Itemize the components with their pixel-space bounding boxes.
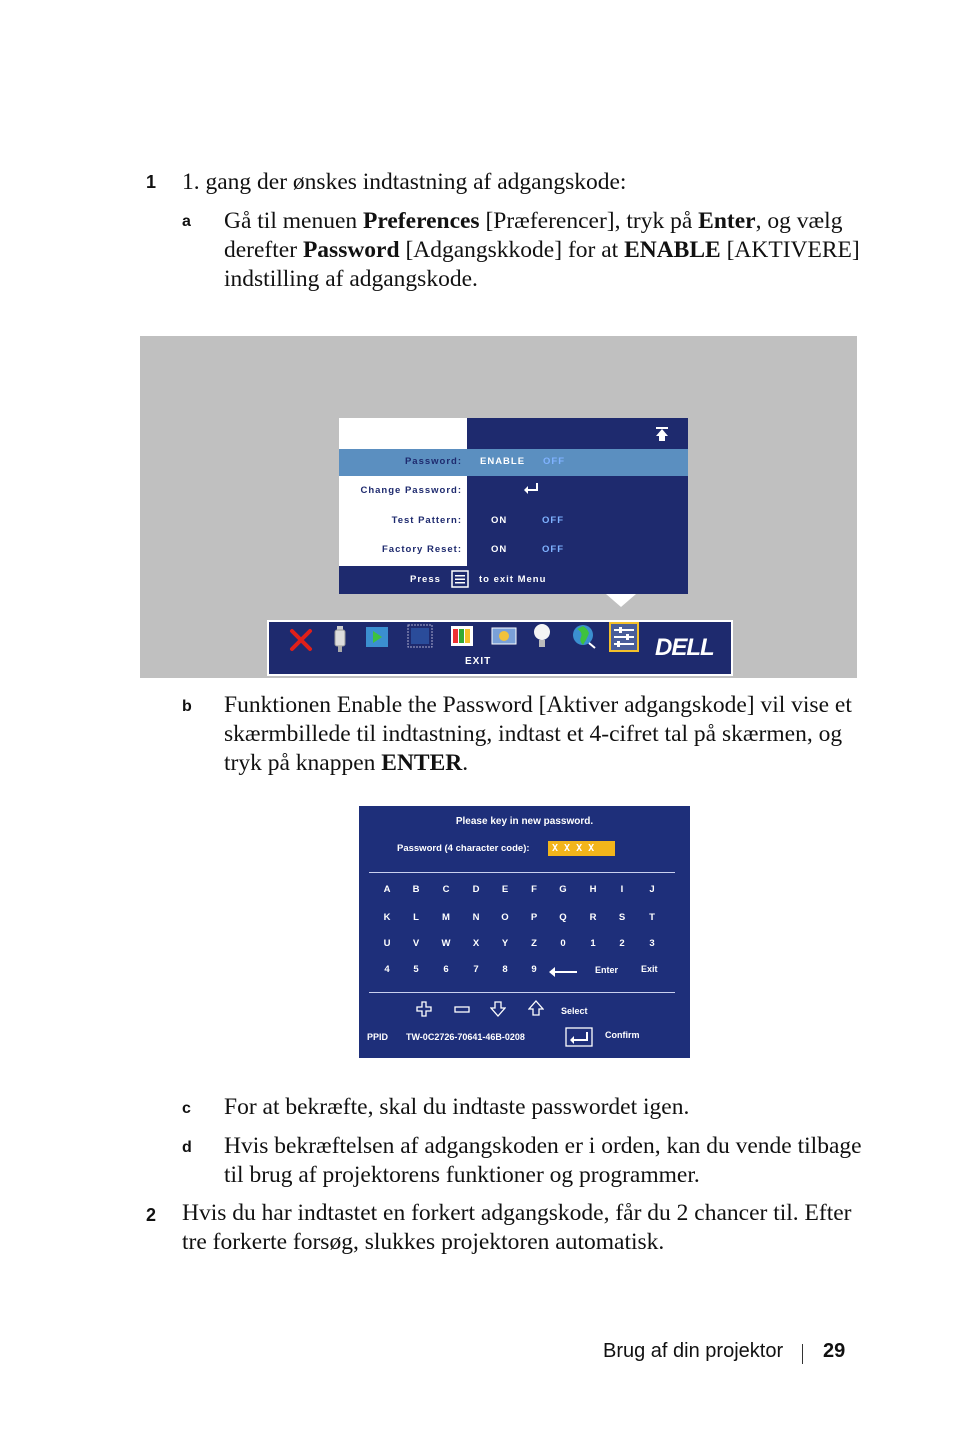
key-button[interactable]: 7 xyxy=(473,964,479,975)
osd-row-label: Password: xyxy=(404,456,462,467)
step-number: 1 xyxy=(146,172,157,192)
key-button[interactable]: 5 xyxy=(413,964,419,975)
osd-row-factory-reset[interactable] xyxy=(339,544,688,558)
key-button[interactable]: U xyxy=(383,938,391,949)
color-settings-icon[interactable] xyxy=(450,625,474,647)
key-button[interactable]: 2 xyxy=(619,938,625,949)
osd-menu-panel xyxy=(339,418,688,594)
key-button[interactable]: P xyxy=(530,912,538,923)
key-button[interactable]: D xyxy=(472,884,480,895)
osd-option-off[interactable]: OFF xyxy=(543,456,565,467)
key-button[interactable]: A xyxy=(383,884,391,895)
key-button[interactable]: 6 xyxy=(443,964,449,975)
menu-button-icon xyxy=(451,570,469,588)
substep-letter: d xyxy=(182,1139,192,1156)
substep-letter: b xyxy=(182,698,192,715)
dell-logo: DELL xyxy=(655,634,714,661)
footer-press-text: Press xyxy=(410,574,441,585)
key-button[interactable]: Y xyxy=(501,938,509,949)
key-button[interactable]: W xyxy=(441,938,451,949)
osd-row-label: Test Pattern: xyxy=(391,515,462,526)
input-select-icon[interactable] xyxy=(333,624,347,654)
key-button[interactable]: V xyxy=(412,938,420,949)
osd-row-label: Factory Reset: xyxy=(382,544,462,555)
substep-letter: c xyxy=(182,1100,191,1117)
menu-pointer-icon xyxy=(606,594,636,608)
footer-section-title: Brug af din projektor xyxy=(603,1340,784,1362)
substep-d-text: Hvis bekræftelsen af adgangskoden er i orden, kan du vende tilbage til brug af projektorens funktioner og programmer. xyxy=(224,1133,862,1188)
key-button[interactable]: 1 xyxy=(590,938,596,949)
key-button[interactable]: 4 xyxy=(384,964,390,975)
osd-row-password[interactable] xyxy=(339,456,688,470)
arrow-up-icon xyxy=(528,1000,544,1016)
key-button[interactable]: C xyxy=(442,884,450,895)
key-button[interactable]: 0 xyxy=(560,938,566,949)
language-icon[interactable] xyxy=(571,623,597,651)
enter-arrow-icon[interactable] xyxy=(523,482,539,496)
key-button[interactable]: B xyxy=(412,884,420,895)
divider xyxy=(369,872,675,873)
arrow-down-icon xyxy=(490,1001,506,1017)
preferences-icon[interactable] xyxy=(609,622,639,652)
plus-icon xyxy=(416,1001,432,1017)
exit-icon[interactable] xyxy=(289,628,313,652)
key-button[interactable]: 3 xyxy=(649,938,655,949)
confirm-label: Confirm xyxy=(605,1030,640,1040)
footer-exit-text: to exit Menu xyxy=(479,574,547,585)
key-button[interactable]: 8 xyxy=(502,964,508,975)
key-button[interactable]: Z xyxy=(531,938,537,949)
osd-option-on[interactable]: ON xyxy=(491,515,508,526)
scroll-up-icon[interactable] xyxy=(655,426,669,442)
osd-main-toolbar xyxy=(267,620,733,676)
minus-icon xyxy=(454,1006,470,1014)
lamp-icon[interactable] xyxy=(533,623,551,651)
osd-menu-footer xyxy=(339,566,688,594)
key-button[interactable]: H xyxy=(589,884,597,895)
exit-key[interactable]: Exit xyxy=(641,964,658,974)
osd-option-off[interactable]: OFF xyxy=(542,544,564,555)
osd-option-enable[interactable]: ENABLE xyxy=(480,456,526,467)
display-settings-icon[interactable] xyxy=(491,625,517,647)
footer-divider xyxy=(802,1344,803,1364)
key-button[interactable]: N xyxy=(472,912,480,923)
substep-letter: a xyxy=(182,213,191,230)
key-button[interactable]: T xyxy=(649,912,655,923)
backspace-key[interactable] xyxy=(549,964,577,974)
key-button[interactable]: I xyxy=(620,884,624,895)
page-number: 29 xyxy=(823,1340,846,1362)
osd-row-test-pattern[interactable] xyxy=(339,515,688,529)
osd-option-on[interactable]: ON xyxy=(491,544,508,555)
key-button[interactable]: E xyxy=(501,884,509,895)
key-button[interactable]: Q xyxy=(559,912,567,923)
osd-option-off[interactable]: OFF xyxy=(542,515,564,526)
osd-row-change-password[interactable] xyxy=(339,485,688,499)
picture-icon[interactable] xyxy=(407,624,433,648)
key-button[interactable]: X xyxy=(472,938,480,949)
enter-key[interactable]: Enter xyxy=(595,965,619,975)
select-label: Select xyxy=(561,1006,588,1016)
key-button[interactable]: O xyxy=(501,912,509,923)
ppid-value: TW-0C2726-70641-46B-0208 xyxy=(406,1032,525,1042)
substep-c-text: For at bekræfte, skal du indtaste passwordet igen. xyxy=(224,1094,690,1120)
password-input[interactable]: X X X X xyxy=(548,841,615,856)
divider xyxy=(369,992,675,993)
backspace-arrow-icon xyxy=(549,967,577,977)
step-text: 1. gang der ønskes indtastning af adgangskode: xyxy=(182,169,627,195)
key-button[interactable]: M xyxy=(442,912,450,923)
key-button[interactable]: L xyxy=(413,912,419,923)
key-button[interactable]: J xyxy=(649,884,655,895)
substep-b-text: Funktionen Enable the Password [Aktiver adgangskode] vil vise et skærmbillede til indtastning, indtast et 4-cifret tal på skærmen, og tryk på knappen ENTER. xyxy=(224,692,852,776)
step2-text: Hvis du har indtastet en forkert adgangskode, får du 2 chancer til. Efter tre forkerte forsøg, slukkes projektoren automatisk. xyxy=(182,1200,852,1255)
key-button[interactable]: S xyxy=(618,912,626,923)
auto-adjust-icon[interactable] xyxy=(365,626,389,648)
confirm-enter-icon xyxy=(565,1027,593,1047)
key-button[interactable]: F xyxy=(531,884,537,895)
osd-menu-screenshot xyxy=(140,336,857,678)
key-button[interactable]: K xyxy=(383,912,391,923)
key-button[interactable]: R xyxy=(589,912,597,923)
key-button[interactable]: 9 xyxy=(531,964,537,975)
substep-a-text: Gå til menuen Preferences [Præferencer], tryk på Enter, og vælg derefter Password [Adgangskkode] for at ENABLE [AKTIVERE] indstilling af adgangskode. xyxy=(224,208,860,292)
password-field-label: Password (4 character code): xyxy=(397,843,530,854)
osd-row-label: Change Password: xyxy=(360,485,462,496)
step-number: 2 xyxy=(146,1205,157,1225)
password-prompt-title: Please key in new password. xyxy=(455,816,594,827)
key-button[interactable]: G xyxy=(559,884,567,895)
toolbar-exit-label: EXIT xyxy=(465,656,492,667)
password-entry-screenshot xyxy=(359,806,690,1058)
ppid-label: PPID xyxy=(367,1032,389,1042)
